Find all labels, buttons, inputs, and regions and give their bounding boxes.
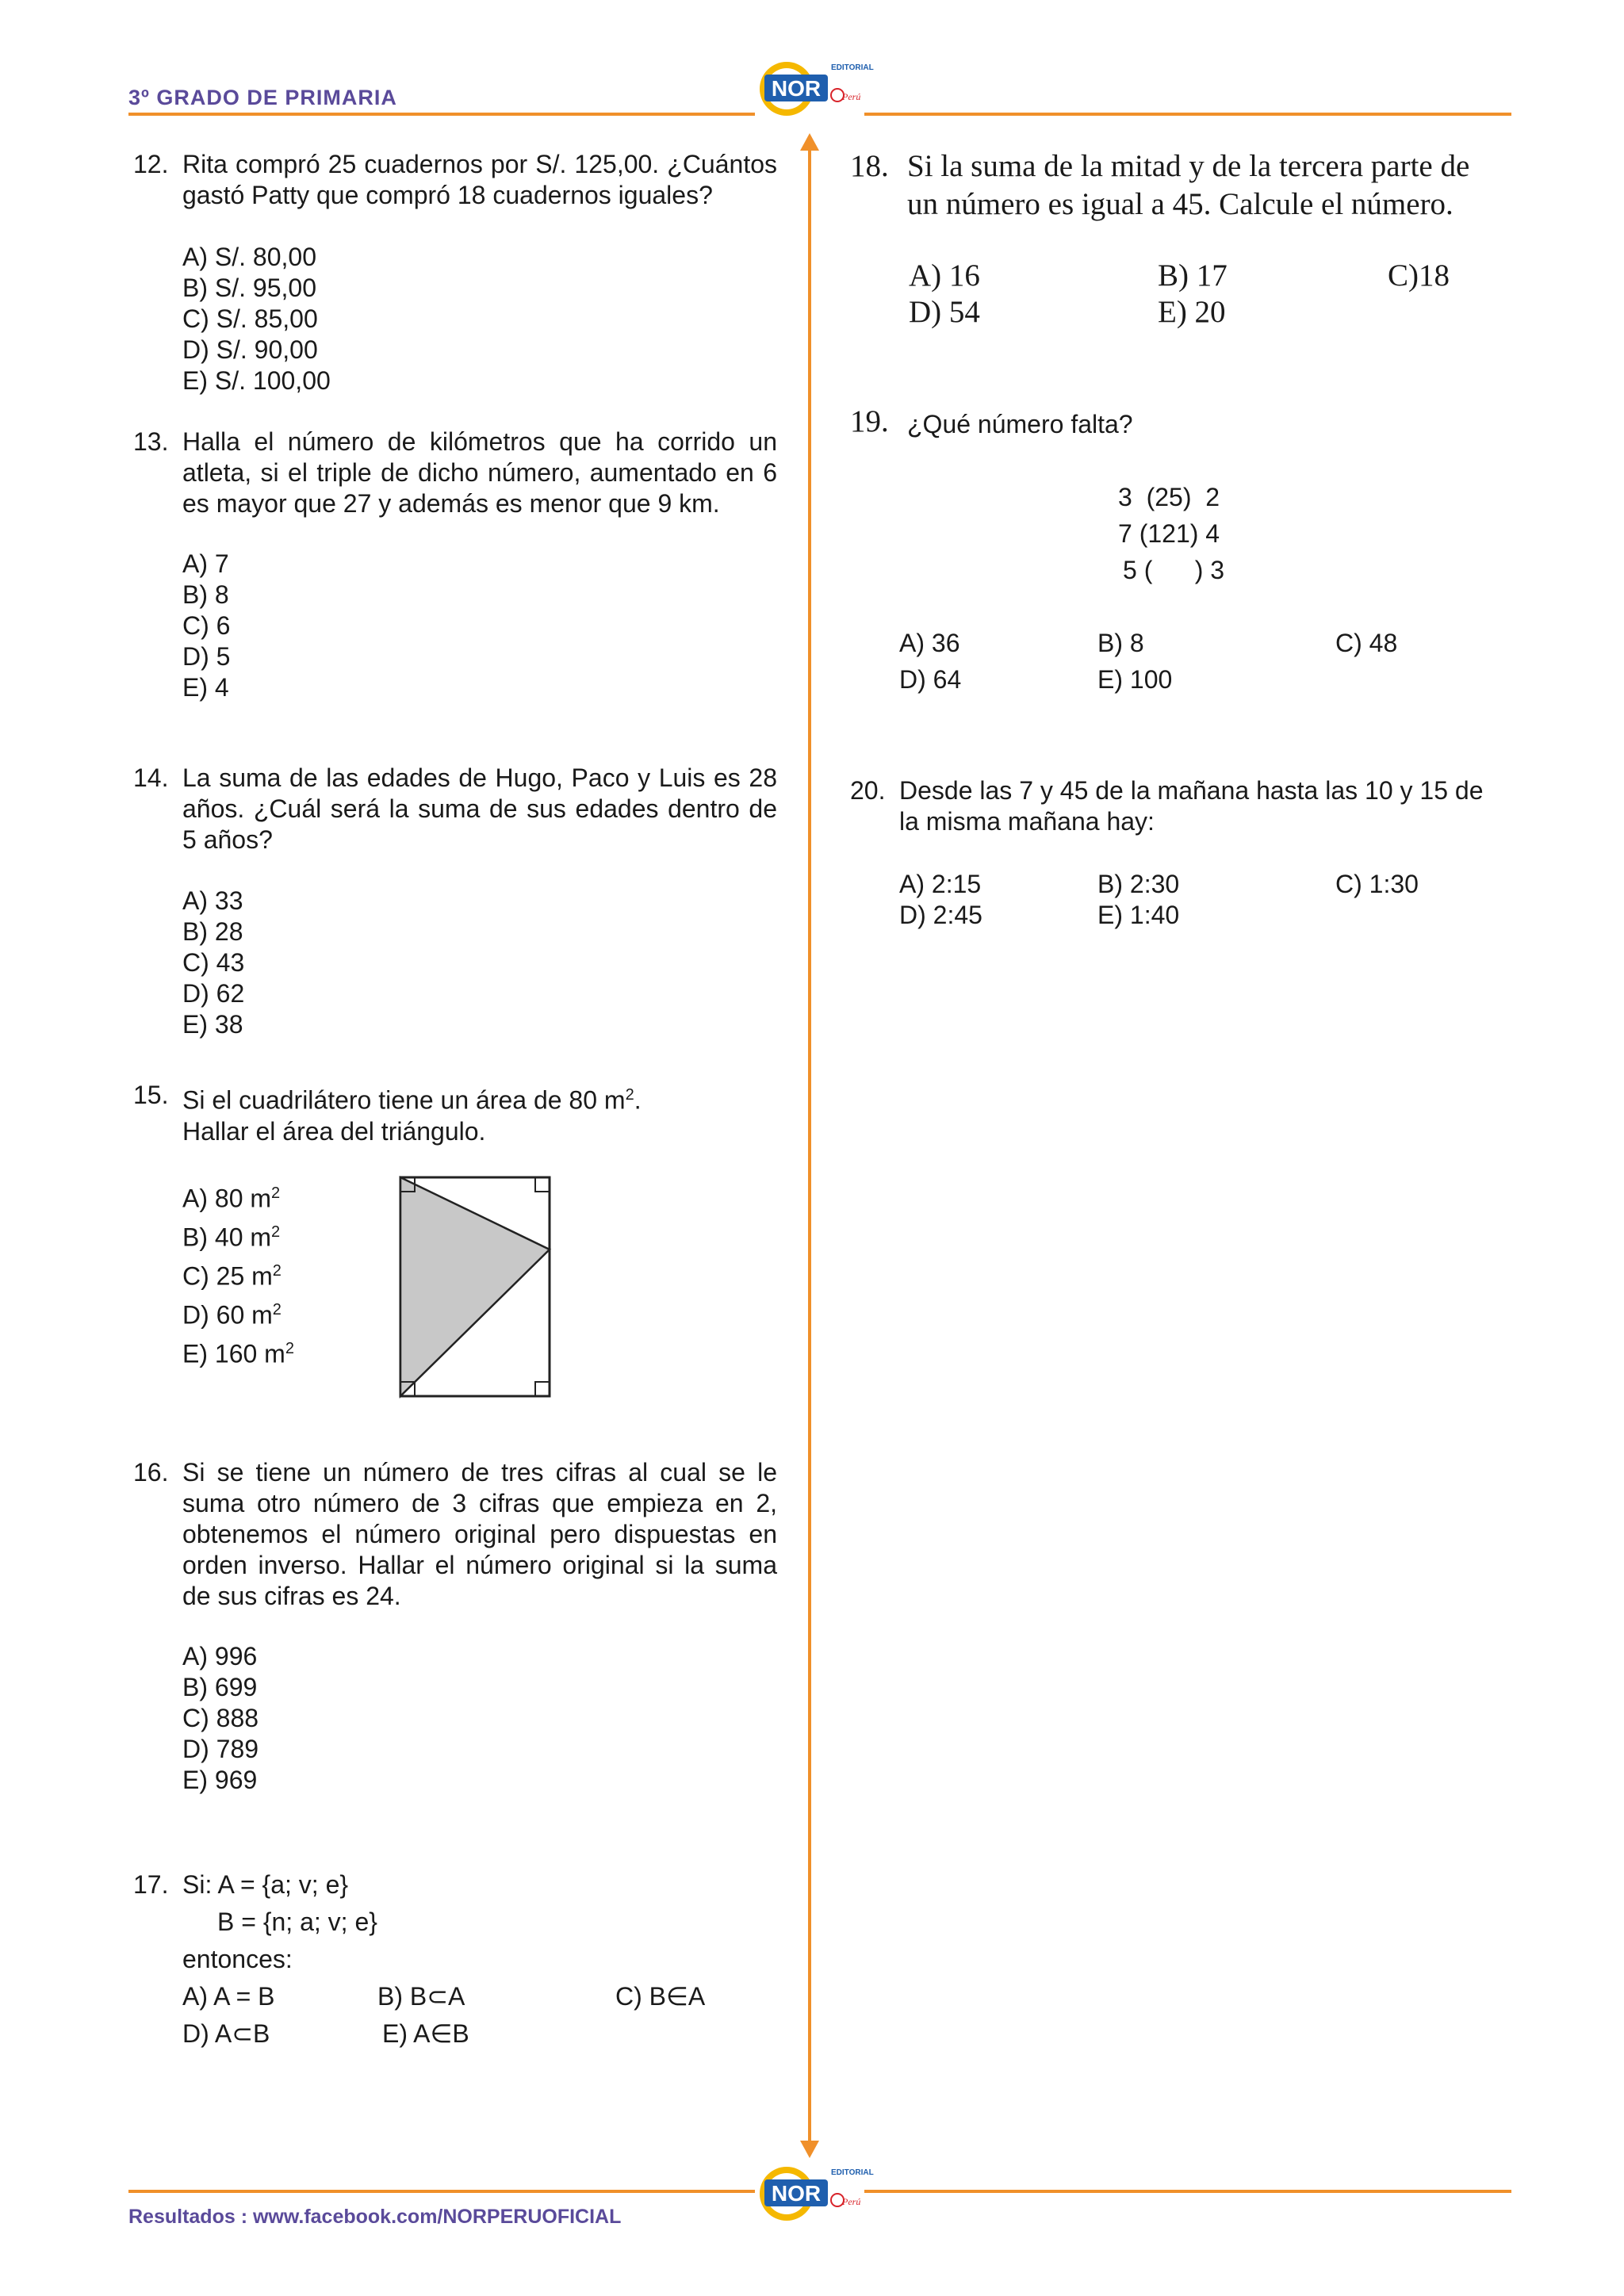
- option-c: C) 48: [1335, 629, 1398, 657]
- footer-rule-left: [128, 2190, 755, 2193]
- option-d: D) 64: [899, 665, 962, 694]
- option-c: C)18: [1388, 258, 1450, 293]
- option-e: E) 100: [1097, 665, 1173, 694]
- option-a: A) 36: [899, 629, 960, 657]
- svg-text:EDITORIAL: EDITORIAL: [831, 63, 874, 72]
- question-number: 12.: [133, 150, 169, 178]
- option-b: B) S/. 95,00: [182, 274, 316, 302]
- option-a: A) 33: [182, 886, 243, 915]
- question-number: 14.: [133, 763, 169, 792]
- superscript: 2: [625, 1086, 634, 1104]
- option-e: E) 4: [182, 673, 229, 702]
- svg-text:Perú: Perú: [842, 2196, 861, 2207]
- option-e: E) 969: [182, 1766, 258, 1794]
- option-c: C) 1:30: [1335, 870, 1419, 898]
- sequence-row-3: 5 ( ) 3: [1123, 556, 1225, 584]
- question-text: Si el cuadrilátero tiene un área de 80 m: [182, 1085, 626, 1115]
- question-text: Desde las 7 y 45 de la mañana hasta las 10 y 15 de la misma mañana hay:: [899, 776, 1484, 836]
- question-text: Halla el número de kilómetros que ha corrido un atleta, si el triple de dicho número, aumentado en 6 es mayor que 27 y además es menor que 9 km.: [182, 427, 777, 518]
- nor-logo-footer: [753, 2160, 874, 2224]
- option-a: A) 80 $m^2$: [182, 1184, 281, 1213]
- question-text-end: .: [634, 1085, 642, 1115]
- header-rule-left: [128, 113, 755, 116]
- option-a: A) 2:15: [899, 870, 982, 898]
- option-d: D) A⊂B: [182, 2019, 270, 2048]
- question-17-text: entonces:: [182, 1945, 293, 1973]
- option-c: C) S/. 85,00: [182, 304, 318, 333]
- footer-rule-right: [864, 2190, 1511, 2193]
- option-d: D) S/. 90,00: [182, 335, 318, 364]
- question-text: Rita compró 25 cuadernos por S/. 125,00. ¿Cuántos gastó Patty que compró 18 cuadernos iguales?: [182, 150, 777, 209]
- nor-logo: [753, 55, 874, 119]
- svg-text:NOR: NOR: [771, 2181, 822, 2206]
- option-d: D) 2:45: [899, 901, 982, 929]
- set-a-definition: Si: A = {a; v; e}: [182, 1870, 349, 1899]
- question-number: 15.: [133, 1081, 169, 1109]
- svg-text:Perú: Perú: [842, 91, 861, 102]
- option-c: C) B∈A: [615, 1982, 706, 2011]
- header-rule-right: [864, 113, 1511, 116]
- question-19-text: ¿Qué número falta?: [907, 410, 1133, 438]
- option-e: E) 20: [1158, 295, 1226, 329]
- option-b: B) 17: [1158, 258, 1228, 293]
- option-a: A) S/. 80,00: [182, 243, 316, 271]
- svg-text:EDITORIAL: EDITORIAL: [831, 2168, 874, 2177]
- option-b: B) 28: [182, 917, 243, 946]
- option-b: B) 699: [182, 1673, 258, 1701]
- question-text: La suma de las edades de Hugo, Paco y Luis es 28 años. ¿Cuál será la suma de sus edades dentro de 5 años?: [182, 763, 777, 854]
- question-text-line2: Hallar el área del triángulo.: [182, 1116, 486, 1146]
- question-text: Si se tiene un número de tres cifras al cual se le suma otro número de 3 cifras que empieza en 2, obtenemos el número original pero dispuestas en orden inverso. Hallar el número original si la suma de sus cifras es 24.: [182, 1458, 777, 1610]
- option-b: B) B⊂A: [377, 1982, 465, 2011]
- option-e: E) S/. 100,00: [182, 366, 331, 395]
- question-17-number: 17.: [133, 1870, 169, 1899]
- column-divider: [808, 143, 811, 2141]
- option-e: E) A∈B: [382, 2019, 469, 2048]
- option-c: C) 888: [182, 1704, 259, 1732]
- option-a: A) 7: [182, 549, 229, 578]
- set-b-definition: B = {n; a; v; e}: [217, 1908, 377, 1936]
- question-number: 13.: [133, 427, 169, 456]
- divider-arrow-down: [800, 2141, 819, 2158]
- option-c: C) 6: [182, 611, 231, 640]
- question-number: 18.: [850, 149, 889, 183]
- option-d: D) 789: [182, 1735, 259, 1763]
- option-d: D) 5: [182, 642, 231, 671]
- option-d: D) 54: [909, 295, 980, 329]
- quadrilateral-figure: [396, 1173, 555, 1403]
- question-number: 16.: [133, 1458, 169, 1487]
- option-a: A) 996: [182, 1642, 258, 1670]
- footer-link[interactable]: Resultados : www.facebook.com/NORPERUOFICIAL: [128, 2206, 622, 2228]
- option-b: B) 8: [1097, 629, 1144, 657]
- option-e: E) 1:40: [1097, 901, 1180, 929]
- question-text: Si la suma de la mitad y de la tercera parte de un número es igual a 45. Calcule el número.: [907, 149, 1470, 221]
- option-c: C) 43: [182, 948, 245, 977]
- svg-text:NOR: NOR: [771, 76, 822, 101]
- question-19-number: 19.: [850, 404, 889, 438]
- option-e: E) 160 $m^2$: [182, 1339, 294, 1368]
- option-b: B) 8: [182, 580, 229, 609]
- option-d: D) 62: [182, 979, 245, 1008]
- option-b: B) 40 $m^2$: [182, 1223, 281, 1252]
- question-number: 20.: [850, 776, 886, 805]
- grade-header: 3º GRADO DE PRIMARIA: [128, 86, 397, 109]
- option-b: B) 2:30: [1097, 870, 1180, 898]
- sequence-row-2: 7 (121) 4: [1118, 519, 1220, 548]
- option-a: A) A = B: [182, 1982, 275, 2011]
- option-d: D) 60 $m^2$: [182, 1300, 282, 1330]
- option-e: E) 38: [182, 1010, 243, 1039]
- option-c: C) 25 $m^2$: [182, 1261, 282, 1291]
- sequence-row-1: 3 (25) 2: [1118, 483, 1220, 511]
- option-a: A) 16: [909, 258, 980, 293]
